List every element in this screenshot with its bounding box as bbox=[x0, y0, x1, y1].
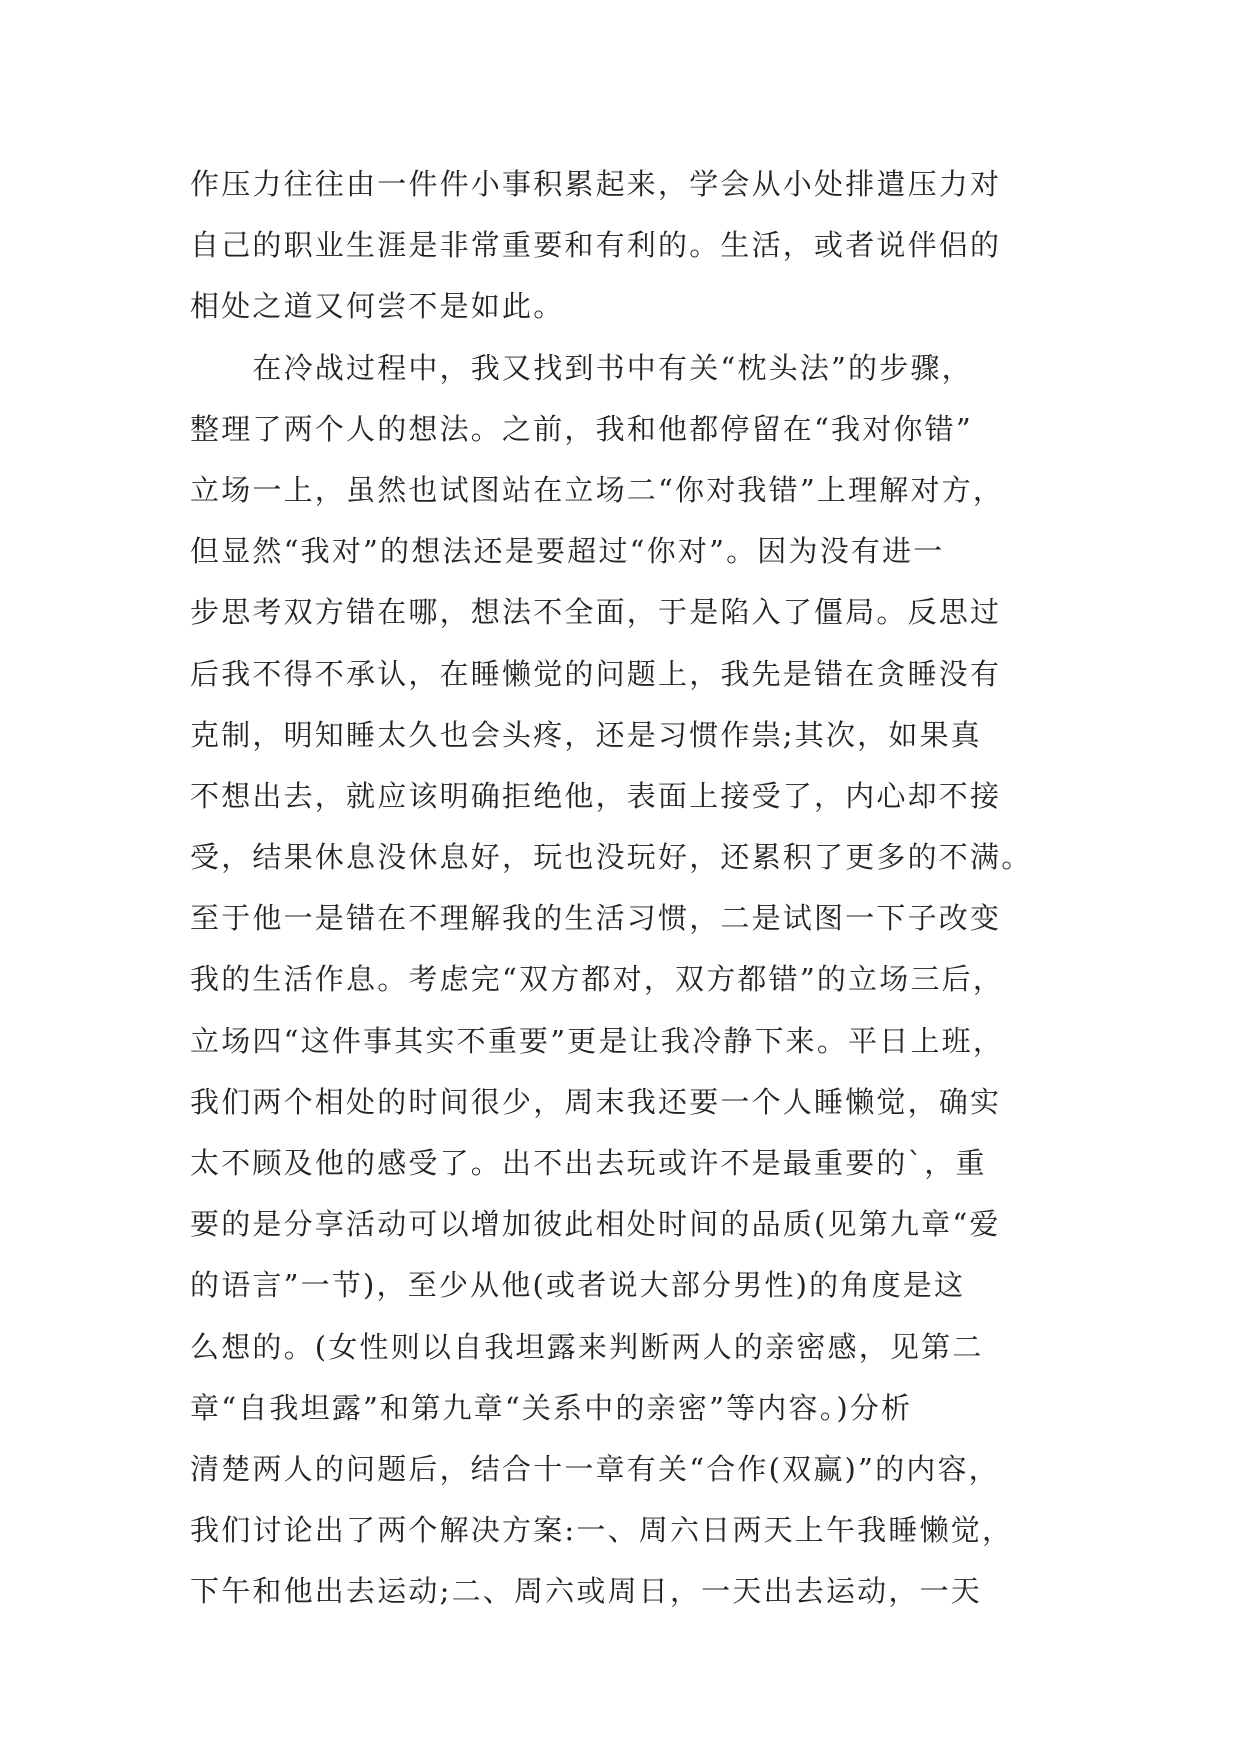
text-line: 我们两个相处的时间很少，周末我还要一个人睡懒觉，确实 bbox=[190, 1084, 1002, 1119]
text-line: 我的生活作息。考虑完“双方都对，双方都错”的立场三后， bbox=[190, 962, 1005, 997]
text-line: 但显然“我对”的想法还是要超过“你对”。因为没有进一 bbox=[190, 534, 945, 569]
body-text bbox=[190, 154, 1050, 1623]
text-line: 作压力往往由一件件小事积累起来，学会从小处排遣压力对 bbox=[190, 167, 1002, 201]
text-line: 自己的职业生涯是非常重要和有利的。生活，或者说伴侣的 bbox=[190, 228, 1002, 263]
text-line: 清楚两人的问题后，结合十一章有关“合作(双赢)”的内容， bbox=[190, 1451, 1000, 1486]
text-line: 整理了两个人的想法。之前，我和他都停留在“我对你错” bbox=[190, 411, 973, 446]
text-line: 太不顾及他的感受了。出不出去玩或许不是最重要的`，重 bbox=[190, 1146, 987, 1180]
text-line: 立场四“这件事其实不重要”更是让我冷静下来。平日上班， bbox=[190, 1023, 1005, 1058]
text-line: 相处之道又何尝不是如此。 bbox=[190, 289, 565, 324]
text-line: 的语言”一节)，至少从他(或者说大部分男性)的角度是这 bbox=[190, 1268, 966, 1303]
text-line: 后我不得不承认，在睡懒觉的问题上，我先是错在贪睡没有 bbox=[190, 656, 1002, 691]
text-line: 立场一上，虽然也试图站在立场二“你对我错”上理解对方， bbox=[190, 472, 1005, 507]
text-line: 下午和他出去运动;二、周六或周日，一天出去运动，一天 bbox=[190, 1574, 982, 1609]
text-line: 不想出去，就应该明确拒绝他，表面上接受了，内心却不接 bbox=[190, 778, 1002, 813]
text-line: 要的是分享活动可以增加彼此相处时间的品质(见第九章“爱 bbox=[190, 1207, 1001, 1242]
text-line: 至于他一是错在不理解我的生活习惯，二是试图一下子改变 bbox=[190, 901, 1002, 936]
text-line: 在冷战过程中，我又找到书中有关“枕头法”的步骤， bbox=[190, 350, 973, 385]
paragraph-1 bbox=[190, 154, 1050, 338]
text-line: 么想的。(女性则以自我坦露来判断两人的亲密感，见第二 bbox=[190, 1329, 984, 1364]
text-line: 步思考双方错在哪，想法不全面，于是陷入了僵局。反思过 bbox=[190, 595, 1002, 630]
text-line: 我们讨论出了两个解决方案:一、周六日两天上午我睡懒觉， bbox=[190, 1513, 1014, 1548]
text-line: 克制，明知睡太久也会头疼，还是习惯作祟;其次，如果真 bbox=[190, 717, 982, 752]
text-line: 章“自我坦露”和第九章“关系中的亲密”等内容。)分析 bbox=[190, 1390, 913, 1425]
paragraph-2 bbox=[190, 338, 1050, 1623]
text-line: 受，结果休息没休息好，玩也没玩好，还累积了更多的不满。 bbox=[190, 840, 1033, 875]
